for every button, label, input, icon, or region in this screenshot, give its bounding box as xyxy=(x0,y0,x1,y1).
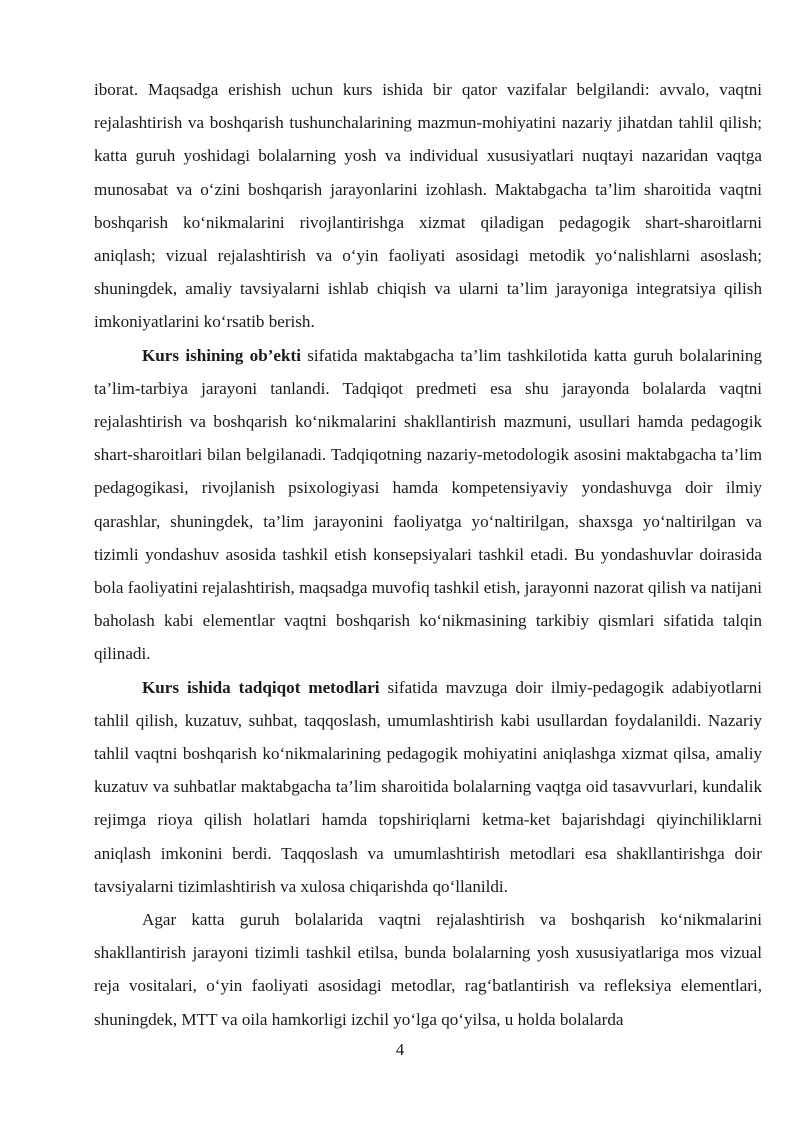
paragraph-4 xyxy=(94,903,762,1036)
paragraph-1 xyxy=(94,73,762,339)
paragraph-2-bold-lead: Kurs ishining ob’ekti xyxy=(142,345,301,365)
paragraph-2-text: sifatida maktabgacha ta’lim tashkilotida katta guruh bolalarining ta’lim-tarbiya jarayoni tanlandi. Tadqiqot predmeti esa shu jarayonda bolalarda vaqtni rejalashtirish va boshqarish ko‘nikmalarini shakllantirish mazmuni, usullari hamda pedagogik shart-sharoitlari bilan belgilanadi. Tadqiqotning nazariy-metodologik asosini maktabgacha ta’lim pedagogikasi, rivojlanish psixologiyasi hamda kompetensiyaviy yondashuvga doir ilmiy qarashlar, shuningdek, ta’lim jarayonini faoliyatga yo‘naltirilgan, shaxsga yo‘naltirilgan va tizimli yondashuv asosida tashkil etish konsepsiyalari tashkil etadi. Bu yondashuvlar doirasida bola faoliyatini rejalashtirish, maqsadga muvofiq tashkil etish, jarayonni nazorat qilish va natijani baholash kabi elementlar vaqtni boshqarish ko‘nikmasining tarkibiy qismlari sifatida talqin qilinadi. xyxy=(94,345,762,664)
page-number: 4 xyxy=(395,1040,405,1059)
paragraph-4-text: Agar katta guruh bolalarida vaqtni rejalashtirish va boshqarish ko‘nikmalarini shakllantirish jarayoni tizimli tashkil etilsa, bunda bolalarning yosh xususiyatlariga mos vizual reja vositalari, o‘yin faoliyati asosidagi metodlar, rag‘batlantirish va refleksiya elementlari, shuningdek, MTT va oila hamkorligi izchil yo‘lga qo‘yilsa, u holda bolalarda xyxy=(94,910,762,1029)
paragraph-3-text: sifatida mavzuga doir ilmiy-pedagogik adabiyotlarni tahlil qilish, kuzatuv, suhbat, taqqoslash, umumlashtirish kabi usullardan foydalanildi. Nazariy tahlil vaqtni boshqarish ko‘nikmalarining pedagogik mohiyatini aniqlashga xizmat qilsa, amaliy kuzatuv va suhbatlar maktabgacha ta’lim sharoitida bolalarning vaqtga oid tasavvurlari, kundalik rejimga rioya qilish holatlari hamda topshiriqlarni ketma-ket bajarishdagi qiyinchiliklarni aniqlash imkonini berdi. Taqqoslash va umumlashtirish metodlari esa shakllantirishga doir tavsiyalarni tizimlashtirish va xulosa chiqarishda qo‘llanildi. xyxy=(94,677,762,896)
body-text xyxy=(94,73,762,1036)
paragraph-3-bold-lead: Kurs ishida tadqiqot metodlari xyxy=(142,677,380,697)
paragraph-2 xyxy=(94,339,762,671)
paragraph-1-text: iborat. Maqsadga erishish uchun kurs ishida bir qator vazifalar belgilandi: avvalo, vaqtni rejalashtirish va boshqarish tushunchalarining mazmun-mohiyatini nazariy jihatdan tahlil qilish; katta guruh yoshidagi bolalarning yosh va individual xususiyatlari nuqtayi nazaridan vaqtga munosabat va o‘zini boshqarish jarayonlarini izohlash. Maktabgacha ta’lim sharoitida vaqtni boshqarish ko‘nikmalarini rivojlantirishga xizmat qiladigan pedagogik shart-sharoitlarni aniqlash; vizual rejalashtirish va o‘yin faoliyati asosidagi metodik yo‘nalishlarni asoslash; shuningdek, amaliy tavsiyalarni ishlab chiqish va ularni ta’lim jarayoniga integratsiya qilish imkoniyatlarini ko‘rsatib berish. xyxy=(94,80,762,332)
paragraph-3 xyxy=(94,671,762,903)
